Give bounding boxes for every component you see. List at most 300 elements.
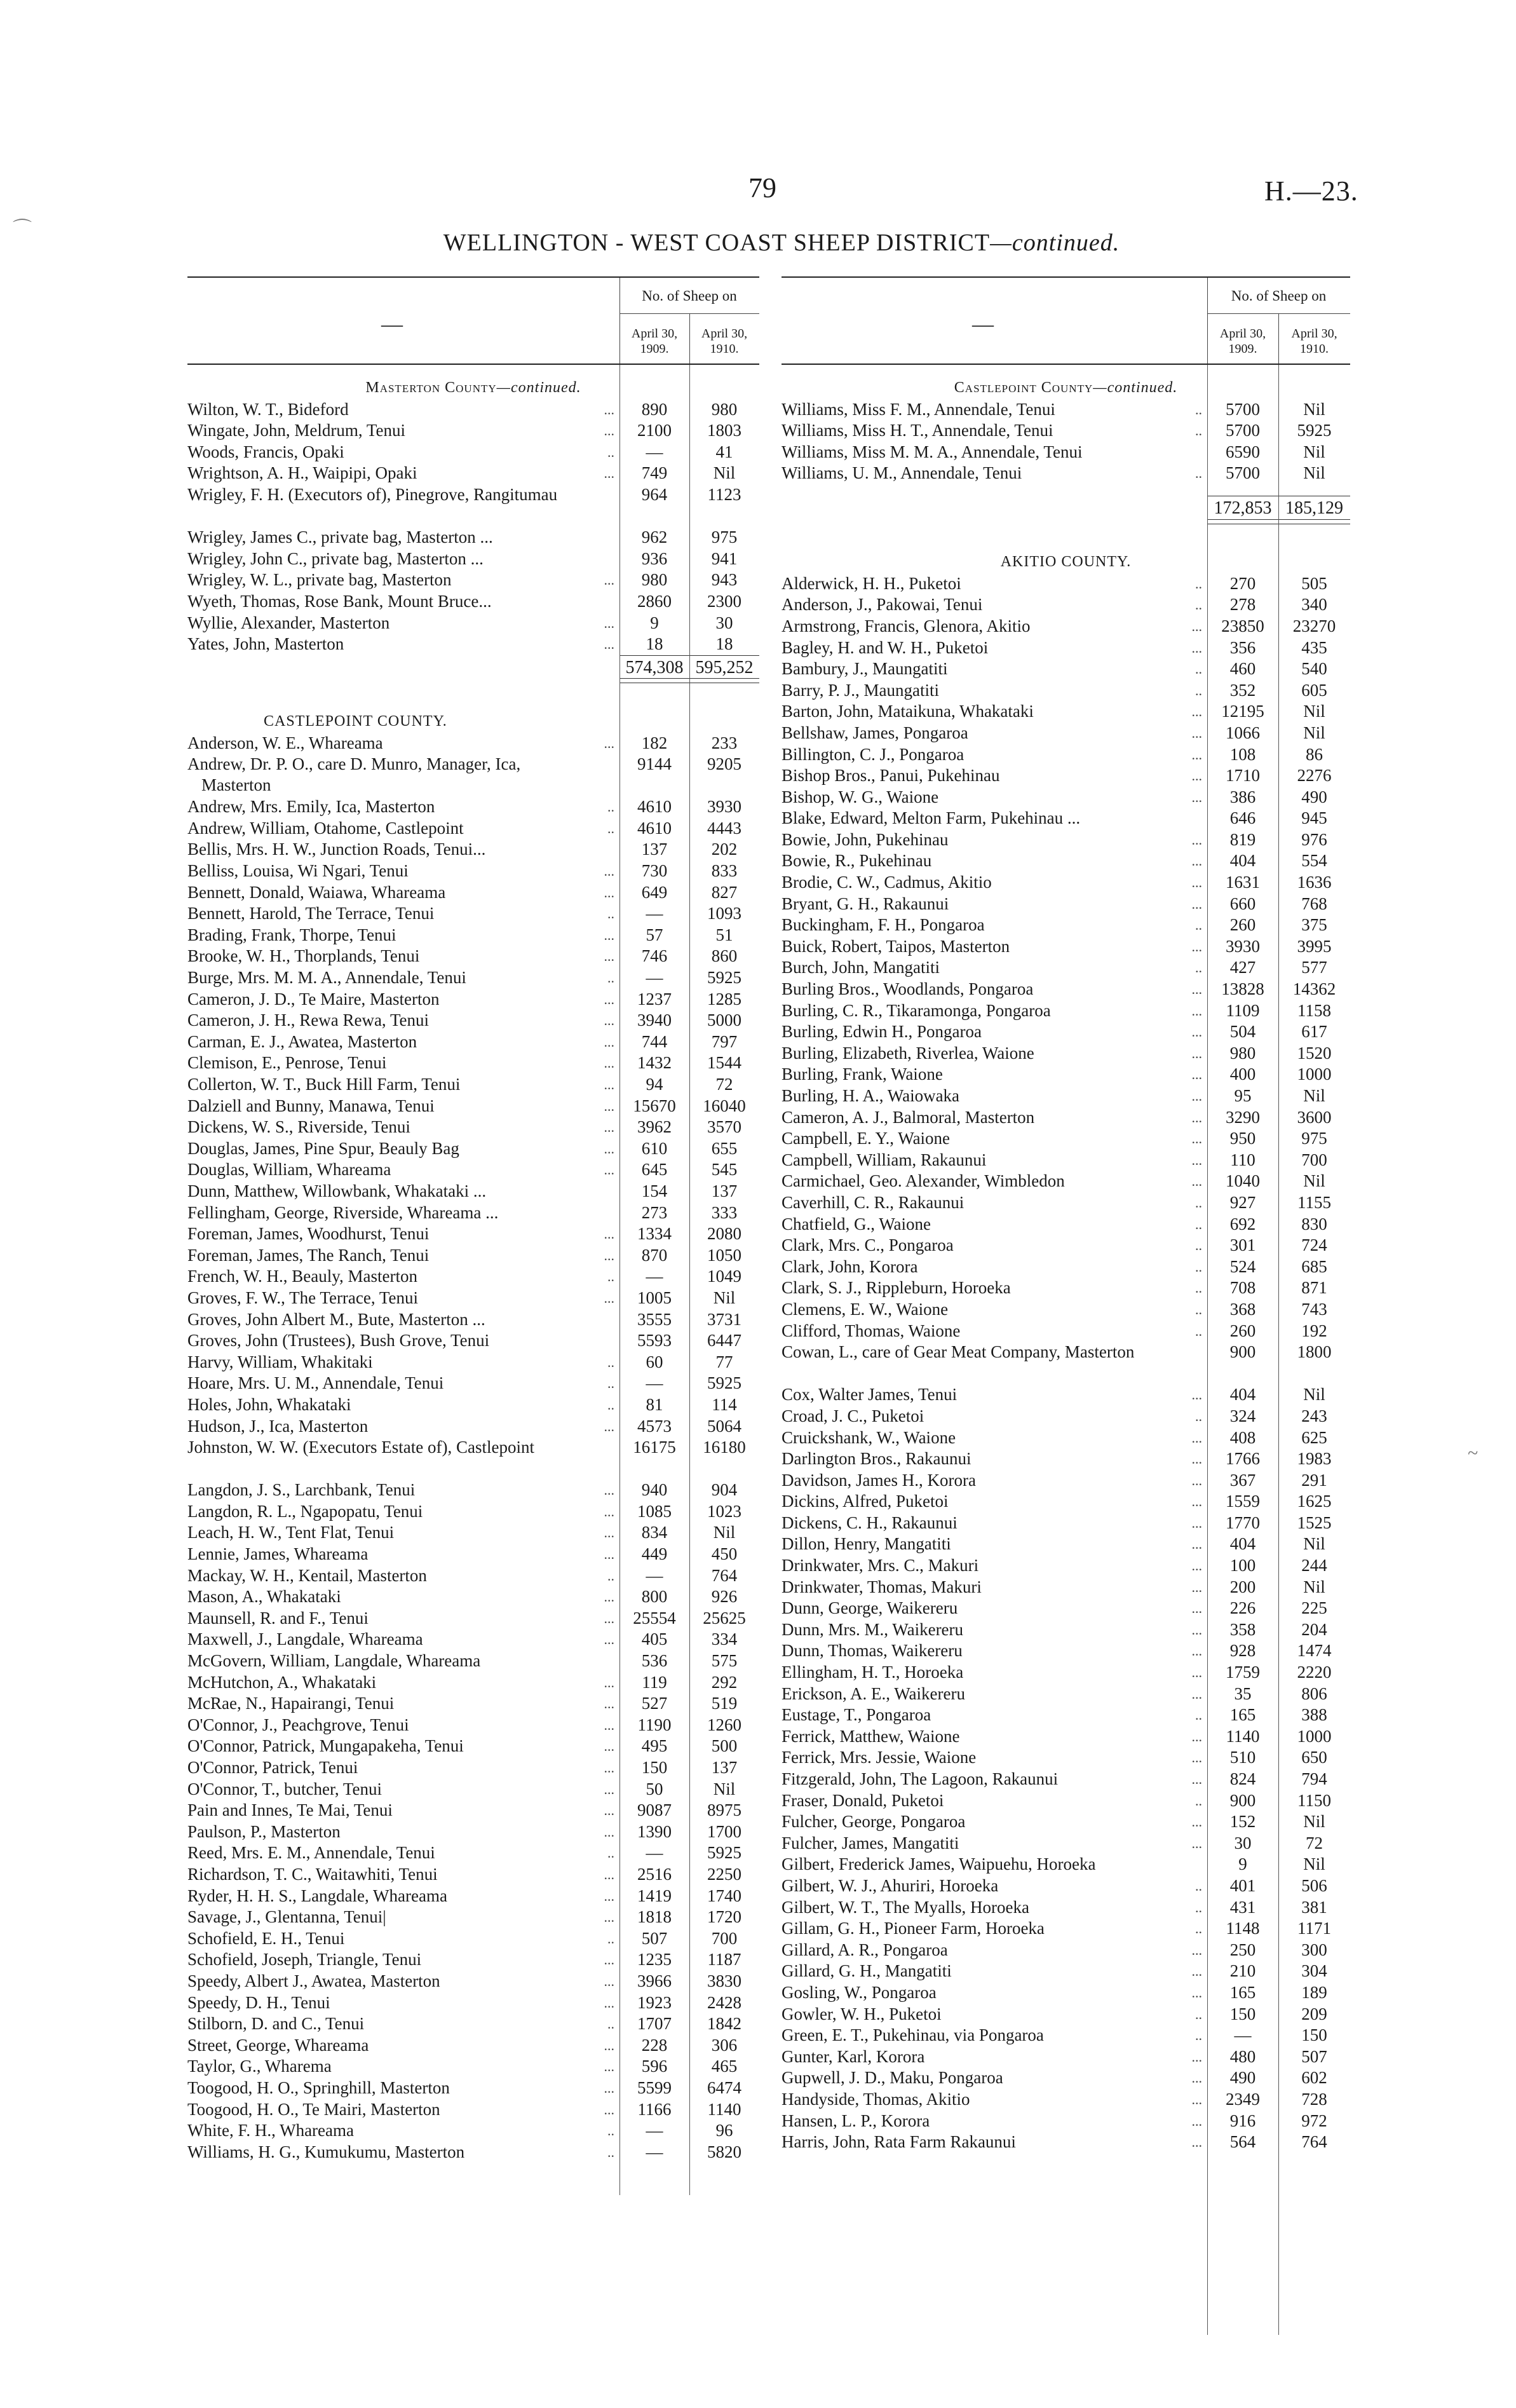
leader-dots: .. — [607, 1396, 614, 1413]
table-row — [187, 1138, 759, 1160]
sheep-1910: 291 — [1301, 1470, 1327, 1490]
sheep-1909: 9 — [1238, 1854, 1247, 1874]
sheep-1909: 1559 — [1226, 1492, 1260, 1511]
leader-dots: ... — [1191, 1579, 1202, 1595]
sheep-1910: 943 — [711, 570, 738, 590]
owner-name: Drinkwater, Mrs. C., Makuri — [782, 1556, 979, 1575]
table-row — [187, 1672, 759, 1694]
castlepoint-county-heading: CASTLEPOINT COUNTY. — [264, 712, 447, 730]
sheep-1909: — — [646, 442, 663, 461]
leader-dots: ... — [604, 1631, 614, 1648]
owner-name: Clark, S. J., Rippleburn, Horoeka — [782, 1278, 1011, 1298]
leader-dots: ... — [1191, 1771, 1202, 1787]
owner-name: McRae, N., Hapairangi, Tenui — [187, 1694, 395, 1713]
sheep-1909: 900 — [1229, 1342, 1256, 1362]
sheep-1909: 890 — [641, 399, 668, 419]
sheep-1909: — — [646, 2121, 663, 2140]
leader-dots: ... — [1191, 1045, 1202, 1061]
leader-dots: ... — [604, 2101, 614, 2118]
right-col-1910-line2: 1910. — [1300, 342, 1329, 356]
leader-dots: ... — [1191, 1600, 1202, 1617]
leader-dots: ... — [604, 1012, 614, 1029]
owner-name: Yates, John, Masterton — [187, 634, 344, 654]
sheep-1909: 5593 — [637, 1331, 672, 1350]
sheep-1909: 23850 — [1221, 616, 1264, 636]
leader-dots: ... — [1191, 1472, 1202, 1488]
sheep-1910: 1000 — [1297, 1065, 1332, 1084]
sheep-1909: 870 — [641, 1245, 668, 1265]
leader-dots: ... — [604, 1760, 614, 1776]
owner-name: Wyllie, Alexander, Masterton — [187, 613, 390, 632]
table-row — [782, 850, 1350, 872]
table-row — [782, 1256, 1350, 1278]
sheep-1910: 5925 — [707, 1373, 741, 1393]
owner-name: Street, George, Whareama — [187, 2035, 369, 2055]
col-1910-line2: 1910. — [710, 342, 739, 356]
table-row — [187, 527, 759, 548]
sheep-1909: 3966 — [637, 1971, 672, 1990]
sheep-1910: 506 — [1301, 1875, 1327, 1895]
sheep-1910: 51 — [715, 925, 733, 944]
table-row — [187, 1693, 759, 1715]
sheep-1909: 660 — [1229, 894, 1256, 913]
owner-name: Carman, E. J., Awatea, Masterton — [187, 1031, 417, 1051]
leader-dots: .. — [1195, 1323, 1202, 1339]
owner-name: White, F. H., Whareama — [187, 2121, 354, 2140]
owner-name: Bambury, J., Maungatiti — [782, 659, 948, 679]
leader-dots: ... — [604, 927, 614, 943]
sheep-1909: 2516 — [637, 1864, 672, 1884]
table-row — [782, 787, 1350, 808]
table-row — [187, 1886, 759, 1907]
owner-name: Langdon, R. L., Ngapopatu, Tenui — [187, 1501, 423, 1521]
owner-name: Gillard, A. R., Pongaroa — [782, 1940, 948, 1959]
sheep-1909: 536 — [641, 1651, 668, 1671]
sheep-1910: 1625 — [1297, 1492, 1332, 1511]
sheep-1910: 700 — [711, 1928, 738, 1948]
leader-dots: ... — [604, 1033, 614, 1050]
owner-name: Clifford, Thomas, Waione — [782, 1321, 961, 1340]
owner-name: Douglas, James, Pine Spur, Beauly Bag — [187, 1138, 459, 1158]
sheep-1909: 1166 — [637, 2099, 672, 2119]
sheep-1910: 137 — [711, 1758, 738, 1777]
sheep-1910: 519 — [711, 1694, 738, 1713]
sheep-1909: 2349 — [1226, 2089, 1260, 2109]
table-row — [782, 1021, 1350, 1043]
sheep-1910: 980 — [711, 399, 738, 419]
sheep-1910: 926 — [711, 1587, 738, 1607]
sheep-1910: Nil — [1303, 1086, 1325, 1105]
owner-name: McGovern, William, Langdale, Whareama — [187, 1651, 481, 1671]
sheep-1910: 575 — [711, 1651, 738, 1671]
sheep-1910: Nil — [1303, 723, 1325, 742]
sheep-1910: 16040 — [703, 1096, 746, 1115]
sheep-1909: 564 — [1229, 2132, 1256, 2152]
sheep-1910: 1474 — [1297, 1641, 1332, 1661]
table-row — [782, 1769, 1350, 1790]
sheep-1910: 435 — [1301, 637, 1327, 657]
table-row — [782, 1299, 1350, 1321]
sheep-1910: 306 — [711, 2035, 738, 2055]
owner-name: Burch, John, Mangatiti — [782, 958, 940, 977]
owner-name: Eustage, T., Pongaroa — [782, 1705, 931, 1725]
sheep-1909: 356 — [1229, 637, 1256, 657]
sheep-1909: 928 — [1229, 1641, 1256, 1661]
sheep-1910: 827 — [711, 882, 738, 902]
sheep-1909: 749 — [641, 463, 668, 483]
table-row — [187, 2099, 759, 2121]
sheep-1909: 12195 — [1221, 702, 1264, 721]
sheep-1909: 100 — [1229, 1556, 1256, 1575]
table-row — [782, 1577, 1350, 1598]
owner-name: Dunn, Mrs. M., Waikereru — [782, 1619, 964, 1639]
sheep-1910: 1700 — [707, 1821, 741, 1841]
owner-name: Williams, Miss M. M. A., Annendale, Tenui — [782, 442, 1083, 461]
sheep-1909: — — [646, 1373, 663, 1393]
sheep-1909: 60 — [646, 1352, 663, 1371]
sheep-1909: — — [646, 1565, 663, 1585]
sheep-1909: 427 — [1229, 958, 1256, 977]
table-row — [187, 1608, 759, 1629]
table-row — [187, 2142, 759, 2163]
table-row — [187, 1650, 759, 1672]
owner-name: Barry, P. J., Maungatiti — [782, 680, 939, 700]
table-row — [187, 1565, 759, 1587]
sheep-1909: 900 — [1229, 1790, 1256, 1810]
sheep-1909: 1190 — [637, 1715, 672, 1734]
leader-dots: .. — [1195, 960, 1202, 976]
page-title — [381, 229, 1182, 257]
owner-name: Barton, John, Mataikuna, Whakataki — [782, 702, 1034, 721]
leader-dots: ... — [604, 1140, 614, 1157]
sheep-1910: 797 — [711, 1031, 738, 1051]
owner-name: Foreman, James, The Ranch, Tenui — [187, 1245, 430, 1265]
table-row — [187, 1779, 759, 1800]
sheep-1909: 510 — [1229, 1748, 1256, 1767]
table-row — [187, 1736, 759, 1757]
sheep-1910: 465 — [711, 2057, 738, 2076]
owner-name: Gunter, Karl, Korora — [782, 2046, 925, 2066]
right-no-sheep-heading: No. of Sheep on — [1231, 288, 1327, 304]
owner-name: Bennett, Harold, The Terrace, Tenui — [187, 904, 435, 923]
leader-dots: .. — [607, 1354, 614, 1370]
owner-name: Andrew, Mrs. Emily, Ica, Masterton — [187, 797, 435, 817]
owner-name: Brodie, C. W., Cadmus, Akitio — [782, 873, 992, 892]
leader-dots: ... — [604, 1717, 614, 1733]
sheep-1909: 18 — [646, 634, 663, 654]
sheep-1910: 743 — [1301, 1299, 1327, 1319]
table-row — [187, 1074, 759, 1096]
right-column — [782, 276, 1350, 2153]
sheep-1909: 200 — [1229, 1577, 1256, 1596]
owner-name: Bishop, W. G., Waione — [782, 787, 939, 806]
sheep-1909: 210 — [1229, 1961, 1256, 1981]
table-row — [782, 1704, 1350, 1726]
page-number: 79 — [748, 172, 776, 203]
leader-dots: .. — [1195, 575, 1202, 592]
sheep-1910: 16180 — [703, 1438, 746, 1457]
owner-name: Ryder, H. H. S., Langdale, Whareama — [187, 1886, 447, 1905]
leader-dots: ... — [604, 1610, 614, 1626]
owner-name: Wrigley, W. L., private bag, Masterton — [187, 570, 452, 590]
sheep-1909: 324 — [1229, 1406, 1256, 1425]
owner-name: Lennie, James, Whareama — [187, 1544, 369, 1564]
table-row — [187, 1416, 759, 1438]
leader-dots: ... — [604, 1247, 614, 1263]
table-row — [187, 1159, 759, 1181]
sheep-1909: 819 — [1229, 829, 1256, 849]
sheep-1909: 154 — [641, 1181, 668, 1201]
table-row — [782, 1448, 1350, 1470]
owner-name: Wrigley, F. H. (Executors of), Pinegrove, Rangitumau — [187, 484, 558, 504]
left-table-body — [187, 365, 759, 2163]
sheep-1910: 5064 — [707, 1416, 741, 1436]
sheep-1910: Nil — [713, 463, 736, 483]
leader-dots: .. — [1195, 1707, 1202, 1724]
leader-dots: .. — [1195, 2006, 1202, 2022]
table-row — [187, 1223, 759, 1245]
sheep-1910: 1050 — [707, 1245, 741, 1265]
sheep-1910: 1155 — [1297, 1192, 1331, 1212]
table-row — [187, 1437, 759, 1479]
owner-name: Wingate, John, Meldrum, Tenui — [187, 421, 405, 440]
table-row — [782, 957, 1350, 979]
leader-dots: ... — [604, 1119, 614, 1136]
leader-dots: ... — [604, 1823, 614, 1840]
table-row — [782, 1747, 1350, 1769]
owner-name: Speedy, D. H., Tenui — [187, 1992, 330, 2012]
table-row — [187, 839, 759, 860]
sheep-1909: 916 — [1229, 2111, 1256, 2130]
sheep-1910: 577 — [1301, 958, 1327, 977]
table-row — [187, 399, 759, 421]
sheep-1910: 1740 — [707, 1886, 741, 1905]
table-row — [187, 442, 759, 463]
castlepoint-cont-list — [782, 399, 1350, 484]
owner-name: Dickens, C. H., Rakaunui — [782, 1513, 958, 1532]
sheep-1910: 333 — [711, 1202, 738, 1222]
leader-dots: ... — [604, 884, 614, 901]
sheep-1910: 625 — [1301, 1427, 1327, 1447]
owner-name: O'Connor, Patrick, Tenui — [187, 1758, 358, 1777]
table-row — [187, 1544, 759, 1565]
sheep-1909: 3962 — [637, 1117, 672, 1137]
sheep-1909: 25554 — [633, 1608, 676, 1628]
col-1910-heading — [689, 326, 759, 357]
owner-name: Davidson, James H., Korora — [782, 1470, 976, 1490]
leader-dots: .. — [1195, 1899, 1202, 1915]
sheep-1909: 5599 — [637, 2078, 672, 2097]
leader-dots: ... — [604, 1866, 614, 1882]
leader-dots: ... — [604, 423, 614, 439]
table-row — [187, 1031, 759, 1053]
leader-dots: ... — [604, 401, 614, 418]
sheep-1910: 1049 — [707, 1267, 741, 1286]
sheep-1909: 1334 — [637, 1224, 672, 1244]
sheep-1909: 352 — [1229, 680, 1256, 700]
owner-name: Maunsell, R. and F., Tenui — [187, 1608, 369, 1628]
leader-dots: ... — [604, 1503, 614, 1520]
sheep-1909: 404 — [1229, 1534, 1256, 1554]
owner-name: Clemens, E. W., Waione — [782, 1299, 949, 1319]
owner-name: Woods, Francis, Opaki — [187, 442, 344, 461]
sheep-1910: 830 — [1301, 1214, 1327, 1234]
sheep-1909: 405 — [641, 1629, 668, 1649]
leader-dots: .. — [1195, 1258, 1202, 1275]
sheep-1909: 800 — [641, 1587, 668, 1607]
table-row — [187, 903, 759, 925]
owner-name: Johnston, W. W. (Executors Estate of), Castlepoint — [187, 1438, 534, 1457]
sheep-1909: 110 — [1230, 1150, 1255, 1169]
sheep-1910: 655 — [711, 1138, 738, 1158]
sheep-1909: 692 — [1229, 1214, 1256, 1234]
leader-dots: ... — [604, 2037, 614, 2053]
table-row — [782, 1107, 1350, 1129]
leader-dots: .. — [607, 906, 614, 922]
leader-dots: ... — [1191, 1643, 1202, 1659]
masterton-total-row — [187, 657, 759, 679]
sheep-1910: 204 — [1301, 1619, 1327, 1639]
table-row — [187, 1800, 759, 1821]
owner-name: Handyside, Thomas, Akitio — [782, 2089, 970, 2109]
sheep-1909: 9087 — [637, 1800, 672, 1820]
sheep-1910: 72 — [715, 1075, 733, 1094]
leader-dots: ... — [604, 1098, 614, 1114]
table-row — [782, 1384, 1350, 1406]
owner-name: Bennett, Donald, Waiawa, Whareama — [187, 882, 446, 902]
leader-dots: .. — [607, 1845, 614, 1861]
table-row — [187, 733, 759, 754]
leader-dots: ... — [604, 1994, 614, 2011]
leader-dots: .. — [1195, 1237, 1202, 1254]
sheep-1909: — — [646, 904, 663, 923]
sheep-1910: 500 — [711, 1736, 738, 1756]
table-row — [782, 1982, 1350, 2004]
leader-dots: .. — [1195, 1921, 1202, 1937]
title-suffix: —continued. — [990, 229, 1120, 256]
owner-name: Dunn, Matthew, Willowbank, Whakataki ... — [187, 1181, 487, 1201]
owner-name: Buckingham, F. H., Pongaroa — [782, 915, 985, 935]
leader-dots: ... — [1191, 768, 1202, 784]
owner-name: Ferrick, Matthew, Waione — [782, 1726, 960, 1746]
owner-name: Cowan, L., care of Gear Meat Company, Masterton — [782, 1342, 1135, 1362]
sheep-1910: 1800 — [1297, 1342, 1332, 1362]
table-row — [187, 591, 759, 613]
owner-name: Gillam, G. H., Pioneer Farm, Horoeka — [782, 1919, 1045, 1938]
sheep-1910: 1842 — [707, 2014, 741, 2034]
owner-name: Fraser, Donald, Puketoi — [782, 1790, 944, 1810]
sheep-1909: 645 — [641, 1160, 668, 1180]
table-row — [187, 967, 759, 989]
sheep-1909: 270 — [1229, 573, 1256, 593]
sheep-1910: 4443 — [707, 818, 741, 838]
owner-name: Caverhill, C. R., Rakaunui — [782, 1192, 964, 1212]
leader-dots: ... — [604, 1589, 614, 1605]
sheep-1909: — — [646, 1843, 663, 1863]
sheep-1910: 150 — [1301, 2025, 1327, 2045]
table-row — [782, 1321, 1350, 1342]
owner-name: Savage, J., Glentanna, Tenui| — [187, 1907, 386, 1927]
sheep-1910: 41 — [715, 442, 733, 461]
leader-dots: .. — [607, 444, 614, 460]
leader-dots: ... — [1191, 1685, 1202, 1702]
sheep-1910: 209 — [1301, 2004, 1327, 2024]
sheep-1909: 431 — [1229, 1897, 1256, 1917]
sheep-1909: 137 — [641, 840, 668, 859]
table-row — [782, 637, 1350, 659]
masterton-list — [187, 399, 759, 655]
table-row — [782, 1277, 1350, 1299]
leader-dots: .. — [607, 2123, 614, 2139]
owner-name: Langdon, J. S., Larchbank, Tenui — [187, 1480, 416, 1500]
owner-name: Toogood, H. O., Te Mairi, Masterton — [187, 2099, 440, 2119]
table-row — [187, 2078, 759, 2099]
sheep-1910: 340 — [1301, 595, 1327, 615]
sheep-1910: 334 — [711, 1629, 738, 1649]
sheep-1909: 13828 — [1221, 979, 1264, 999]
leader-dots: .. — [1195, 1792, 1202, 1809]
sheep-1910: 9205 — [707, 754, 741, 774]
owner-name: Wrigley, James C., private bag, Masterton ... — [187, 527, 493, 547]
sheep-1910: 18 — [715, 634, 733, 654]
table-row — [187, 1864, 759, 1886]
sheep-1910: 375 — [1301, 915, 1327, 935]
sheep-1909: 460 — [1229, 659, 1256, 679]
table-row — [782, 894, 1350, 915]
sheep-1910: 833 — [711, 861, 738, 881]
table-row — [187, 1373, 759, 1394]
table-row — [782, 1235, 1350, 1256]
owner-name: Brooke, W. H., Thorplands, Tenui — [187, 946, 420, 966]
owner-name: Dickins, Alfred, Puketoi — [782, 1492, 949, 1511]
sheep-1910: 1544 — [707, 1053, 741, 1073]
table-row — [782, 1534, 1350, 1555]
owner-name: Maxwell, J., Langdale, Whareama — [187, 1629, 423, 1649]
leader-dots: ... — [1191, 2112, 1202, 2129]
sheep-1909: 708 — [1229, 1278, 1256, 1298]
owner-name: Clark, John, Korora — [782, 1256, 918, 1276]
owner-name: Burling, Elizabeth, Riverlea, Waione — [782, 1043, 1034, 1063]
sheep-1910: 5925 — [1297, 421, 1332, 440]
sheep-1910: 5925 — [707, 1843, 741, 1863]
table-row — [782, 1684, 1350, 1705]
table-row — [782, 2046, 1350, 2068]
sheep-1910: 976 — [1301, 829, 1327, 849]
table-row — [187, 1394, 759, 1416]
leader-dots: ... — [1191, 938, 1202, 955]
masterton-total-1910: 595,252 — [695, 657, 754, 677]
sheep-1910: 794 — [1301, 1769, 1327, 1788]
leader-dots: ... — [1191, 1493, 1202, 1510]
owner-name: Stilborn, D. and C., Tenui — [187, 2014, 365, 2034]
leader-dots: ... — [1191, 1963, 1202, 1980]
leader-dots: ... — [604, 2079, 614, 2096]
sheep-1909: 401 — [1229, 1875, 1256, 1895]
sheep-1909: 1140 — [1226, 1726, 1260, 1746]
sheep-1910: Nil — [713, 1779, 736, 1799]
sheep-1909: 273 — [641, 1202, 668, 1222]
table-row — [782, 1662, 1350, 1684]
table-row — [782, 616, 1350, 637]
castlepoint-list — [187, 733, 759, 2163]
sheep-1909: 3940 — [637, 1010, 672, 1030]
leader-dots: ... — [1191, 1024, 1202, 1040]
owner-name: Belliss, Louisa, Wi Ngari, Tenui — [187, 861, 409, 881]
leader-dots: .. — [1195, 1194, 1202, 1211]
sheep-1909: 260 — [1229, 915, 1256, 935]
leader-dots: ... — [1191, 1621, 1202, 1638]
sheep-1910: Nil — [1303, 1854, 1325, 1874]
